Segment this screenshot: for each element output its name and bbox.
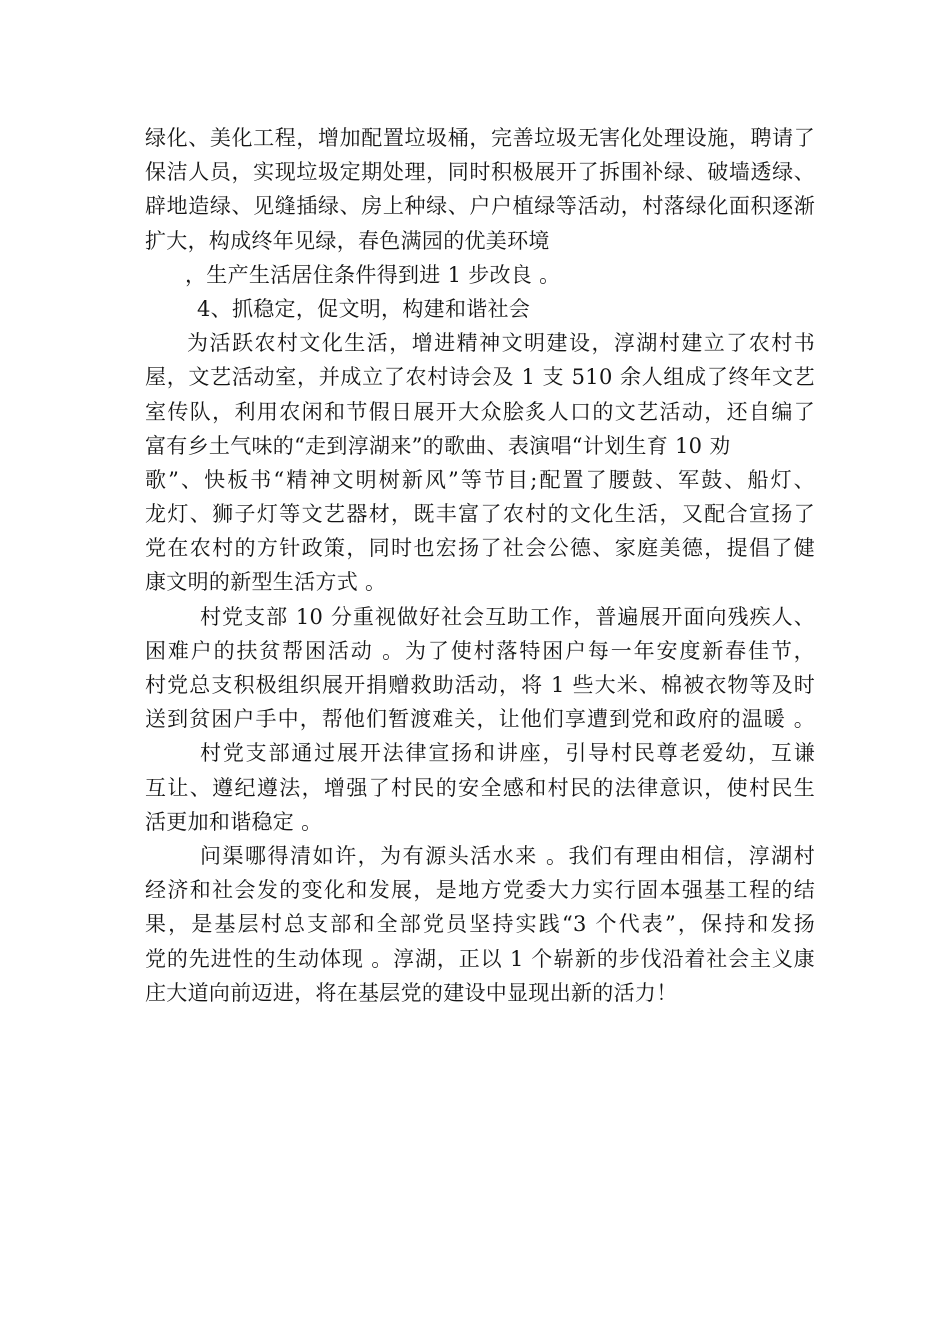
text-line: 党在农村的方针政策，同时也宏扬了社会公德、家庭美德，提倡了健 [145,536,815,561]
paragraph-p7 [145,839,815,1010]
text-line: 室传队，利用农闲和节假日展开大众脍炙人口的文艺活动，还自编了 [145,399,815,424]
text-line: ，生产生活居住条件得到进 1 步改良 。 [185,262,561,287]
text-line: 送到贫困户手中，帮他们暂渡难关，让他们享遭到党和政府的温暖 。 [145,707,815,732]
text-line: 屋，文艺活动室，并成立了农村诗会及 1 支 510 余人组成了终年文艺 [145,365,815,390]
text-line: 村党总支积极组织展开捐赠救助活动，将 1 些大米、棉被衣物等及时 [145,673,815,697]
paragraph-p5 [145,600,815,737]
paragraph-p6 [145,736,815,839]
text-line: 问渠哪得清如许，为有源头活水来 。我们有理由相信，淳湖村 [200,843,815,868]
text-line: 绿化、美化工程，增加配置垃圾桶，完善垃圾无害化处理设施，聘请了 [145,126,815,150]
text-line: 活更加和谐稳定 。 [145,809,323,834]
text-line: 辟地造绿、见缝插绿、房上种绿、户户植绿等活动，村落绿化面积逐渐 [145,194,815,219]
text-line: 党的先进性的生动体现 。淳湖，正以 1 个崭新的步伐沿着社会主义康 [145,946,815,971]
paragraph-p1 [145,121,815,258]
text-line: 庄大道向前迈进，将在基层党的建设中显现出新的活力！ [145,980,678,1005]
text-line: 富有乡土气味的“走到淳湖来”的歌曲、表演唱“计划生育 10 劝 [145,433,731,458]
paragraph-p4 [145,326,815,600]
text-line: 互让、遵纪遵法，增强了村民的安全感和村民的法律意识，使村民生 [145,775,815,800]
text-line: 歌”、快板书“精神文明树新风”等节目;配置了腰鼓、军鼓、船灯、 [145,467,815,492]
text-line: 扩大，构成终年见绿，春色满园的优美环境 [145,228,550,253]
text-line: 康文明的新型生活方式 。 [145,570,387,595]
paragraph-p2 [145,258,815,292]
text-line: 村党支部通过展开法律宣扬和讲座，引导村民尊老爱幼，互谦 [200,741,815,766]
text-line: 龙灯、狮子灯等文艺器材，既丰富了农村的文化生活，又配合宣扬了 [145,502,815,527]
text-line: 果，是基层村总支部和全部党员坚持实践“3 个代表”，保持和发扬 [145,912,815,937]
text-line: 保洁人员，实现垃圾定期处理，同时积极展开了拆围补绿、破墙透绿、 [145,160,815,185]
text-line: 困难户的扶贫帮困活动 。为了使村落特困户每一年安度新春佳节， [145,638,815,663]
text-line: 4、抓稳定，促文明，构建和谐社会 [197,296,531,321]
document-page [145,121,815,1010]
text-line: 经济和社会发的变化和发展，是地方党委大力实行固本强基工程的结 [145,878,815,903]
text-line: 村党支部 10 分重视做好社会互助工作，普遍展开面向残疾人、 [200,604,815,629]
text-line: 为活跃农村文化生活，增进精神文明建设，淳湖村建立了农村书 [187,331,815,356]
paragraph-p3 [145,292,815,326]
